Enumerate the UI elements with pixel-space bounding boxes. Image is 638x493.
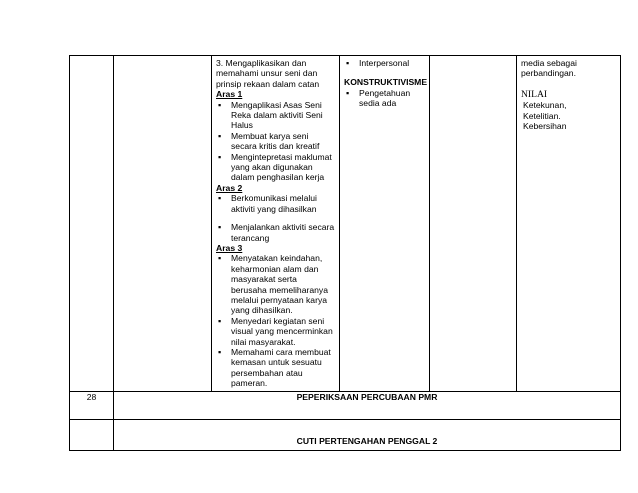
nilai-item: Kebersihan	[523, 121, 567, 132]
nilai-heading: NILAI	[521, 88, 548, 100]
nilai-item: Ketelitian.	[523, 110, 561, 121]
list-item: ▪ Menjalankan aktiviti secara terancang	[227, 222, 335, 243]
aras-2-list-continued	[216, 222, 335, 243]
list-item: ▪ Memahami cara membuat kemasan untuk sesuatu persembahan atau pameran.	[227, 347, 335, 389]
aras-3-list	[216, 253, 335, 388]
week-number: 28	[70, 391, 114, 419]
week-number-empty	[70, 419, 114, 450]
list-item: ▪ Menyedari kegiatan seni visual yang mencerminkan nilai masyarakat.	[227, 316, 335, 347]
approach-list-1	[344, 58, 425, 68]
cell-notes	[517, 56, 621, 392]
cell-objectives	[212, 56, 340, 392]
aras-2-list	[216, 193, 335, 214]
exam-event: PEPERIKSAAN PERCUBAAN PMR	[114, 391, 621, 419]
table-row-break	[70, 419, 621, 450]
list-item: ▪ Pengetahuan sedia ada	[355, 88, 425, 109]
aras-3-title: Aras 3	[216, 242, 243, 253]
list-item: ▪ Berkomunikasi melalui aktiviti yang dihasilkan	[227, 193, 335, 214]
list-item: ▪ Mengintepretasi maklumat yang akan digunakan dalam penghasilan kerja	[227, 152, 335, 183]
approach-heading: KONSTRUKTIVISME	[344, 77, 428, 88]
lesson-plan-table	[69, 55, 621, 451]
break-event: CUTI PERTENGAHAN PENGGAL 2	[114, 419, 621, 450]
notes-text: media sebagai perbandingan.	[521, 58, 577, 79]
cell-week-empty	[70, 56, 114, 392]
cell-empty	[430, 56, 517, 392]
list-item: ▪ Menyatakan keindahan, keharmonian alam dan masyarakat serta berusaha memeliharanya melalui pernyataan karya yang dihasilkan.	[227, 253, 335, 315]
spacer	[216, 214, 335, 222]
aras-1-title: Aras 1	[216, 89, 243, 100]
list-item: ▪ Membuat karya seni secara kritis dan kreatif	[227, 131, 335, 152]
aras-2-title: Aras 2	[216, 182, 243, 193]
cell-approach	[340, 56, 430, 392]
objective-intro: 3. Mengaplikasikan dan memahami unsur seni dan prinsip rekaan dalam catan	[216, 58, 320, 89]
list-item: ▪ Interpersonal	[355, 58, 425, 68]
cell-topic-empty	[114, 56, 212, 392]
list-item: ▪ Mengaplikasi Asas Seni Reka dalam aktiviti Seni Halus	[227, 100, 335, 131]
nilai-item: Ketekunan,	[523, 100, 567, 111]
table-row-content	[70, 56, 621, 392]
approach-list-2	[344, 88, 425, 109]
aras-1-list	[216, 100, 335, 183]
table-row-exam	[70, 391, 621, 419]
